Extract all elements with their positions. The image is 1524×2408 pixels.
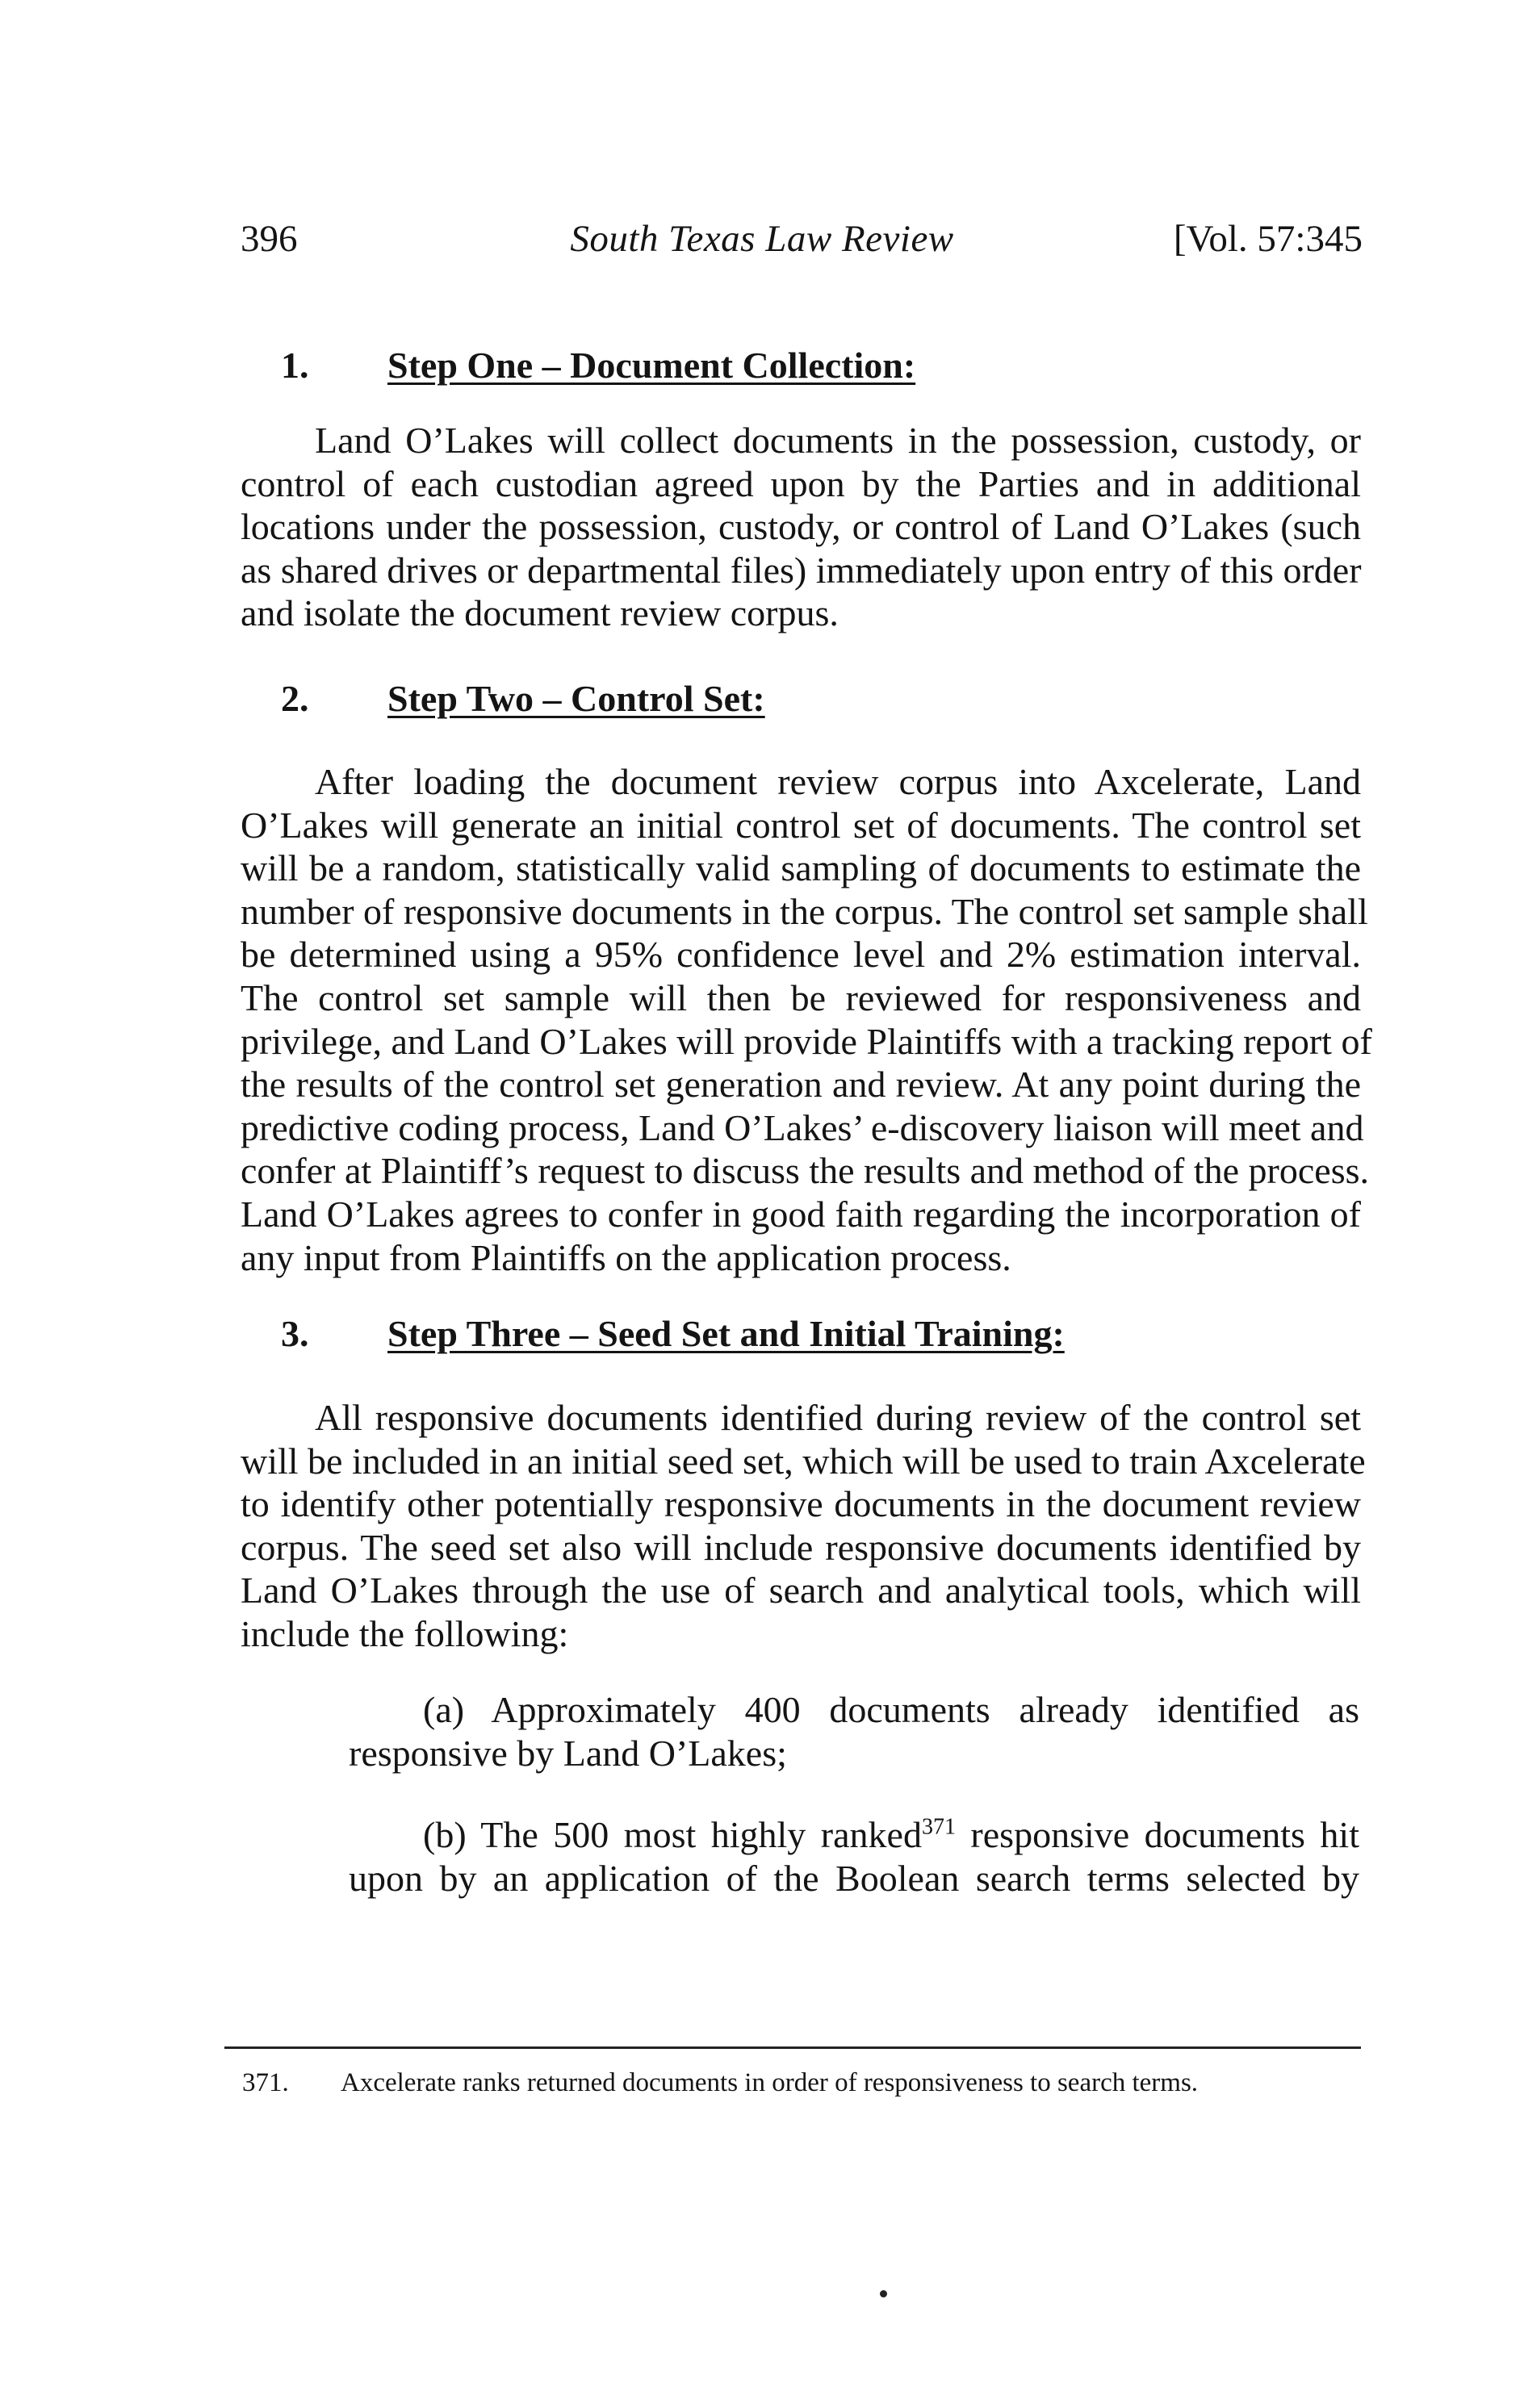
volume-citation: [Vol. 57:345 [1173, 218, 1363, 260]
journal-title-text: South Texas Law Review [570, 218, 954, 260]
text-line: The control set sample will then be reviewed for responsiveness and [241, 976, 1361, 1018]
text-line: the results of the control set generation and review. At any point during the [241, 1064, 1361, 1106]
subitem-a [349, 1688, 1359, 1775]
text-line: be determined using a 95% confidence level and 2% estimation interval. [241, 934, 1361, 976]
text-line: All responsive documents identified during review of the control set [315, 1397, 1361, 1438]
footnote-divider [224, 2046, 1361, 2049]
footnote-reference: 371 [921, 1814, 956, 1840]
text-line: predictive coding process, Land O’Lakes’ e-discovery liaison will meet and [241, 1106, 1364, 1148]
footnote-number: 371. [242, 2068, 289, 2097]
text-line: as shared drives or departmental files) immediately upon entry of this order [241, 549, 1362, 591]
text-line: will be included in an initial seed set, which will be used to train Axcelerate [241, 1440, 1366, 1482]
section-3-heading [281, 1311, 1065, 1357]
text-line: confer at Plaintiff’s request to discuss the results and method of the process. [241, 1150, 1369, 1192]
page-number: 396 [241, 218, 298, 260]
text-line: After loading the document review corpus into Axcelerate, Land [315, 761, 1361, 802]
text-line: (a) Approximately 400 documents already identified as [423, 1689, 1359, 1730]
section-2-paragraph [241, 760, 1372, 1279]
text-line: corpus. The seed set also will include responsive documents identified by [241, 1526, 1361, 1568]
text-line: to identify other potentially responsive documents in the document review [241, 1483, 1361, 1525]
text-line: and isolate the document review corpus. [241, 592, 839, 634]
footnote [242, 2066, 1198, 2100]
section-1-paragraph [241, 419, 1361, 635]
section-title: Step Two – Control Set: [387, 678, 765, 719]
text-line: control of each custodian agreed upon by the Parties and in additional [241, 462, 1361, 504]
section-title: Step Three – Seed Set and Initial Training: [387, 1313, 1065, 1354]
section-title: Step One – Document Collection: [387, 345, 916, 386]
text-line: upon by an application of the Boolean search terms selected by [349, 1857, 1359, 1899]
scan-mark [880, 2290, 887, 2297]
text-line: number of responsive documents in the corpus. The control set sample shall [241, 890, 1368, 932]
text-line: any input from Plaintiffs on the application process. [241, 1236, 1011, 1278]
section-number: 3. [281, 1313, 309, 1354]
text-line: O’Lakes will generate an initial control set of documents. The control set [241, 804, 1361, 846]
section-number: 1. [281, 345, 309, 386]
text-segment: (b) The 500 most highly ranked [423, 1814, 922, 1855]
subitem-b [349, 1813, 1359, 1900]
section-number: 2. [281, 678, 309, 719]
section-1-heading [281, 343, 915, 388]
section-3-paragraph [241, 1396, 1366, 1656]
text-line: Land O’Lakes will collect documents in the possession, custody, or [315, 420, 1361, 461]
text-segment: responsive documents hit [955, 1814, 1359, 1855]
text-line: privilege, and Land O’Lakes will provide Plaintiffs with a tracking report of [241, 1020, 1372, 1062]
text-line: Land O’Lakes agrees to confer in good faith regarding the incorporation of [241, 1193, 1361, 1235]
text-line: locations under the possession, custody, or control of Land O’Lakes (such [241, 506, 1361, 548]
text-line [349, 1813, 1359, 1857]
text-line: Land O’Lakes through the use of search and analytical tools, which will [241, 1570, 1361, 1612]
footnote-text: Axcelerate ranks returned documents in order of responsiveness to search terms. [341, 2068, 1199, 2097]
section-2-heading [281, 676, 765, 721]
text-line: will be a random, statistically valid sampling of documents to estimate the [241, 847, 1361, 889]
text-line: include the following: [241, 1612, 569, 1654]
text-line: responsive by Land O’Lakes; [349, 1732, 787, 1774]
